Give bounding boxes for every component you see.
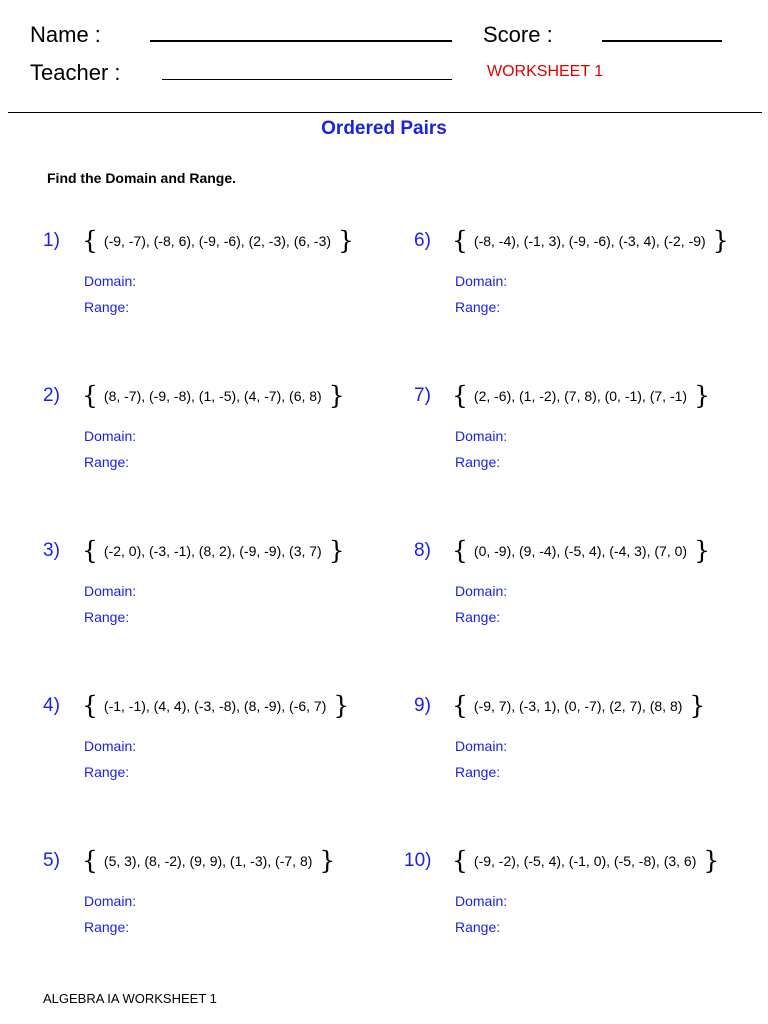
worksheet-tag: WORKSHEET 1 xyxy=(487,63,604,80)
problem-7 xyxy=(404,381,764,495)
ordered-pair-set xyxy=(452,846,719,876)
range-label: Range: xyxy=(455,609,501,625)
name-blank-line[interactable] xyxy=(150,40,452,42)
problem-6 xyxy=(404,226,764,340)
close-brace: } xyxy=(703,846,720,875)
problem-9 xyxy=(404,691,764,805)
problem-2 xyxy=(43,381,403,495)
domain-label: Domain: xyxy=(84,273,137,289)
open-brace: { xyxy=(452,691,468,720)
domain-label: Domain: xyxy=(84,738,137,754)
close-brace: } xyxy=(689,691,706,720)
page-footer: ALGEBRA IA WORKSHEET 1 xyxy=(43,991,217,1006)
close-brace: } xyxy=(712,226,729,255)
score-blank-line[interactable] xyxy=(602,40,722,42)
score-label: Score : xyxy=(483,22,553,47)
problem-number: 1) xyxy=(43,230,60,251)
ordered-pairs: (2, -6), (1, -2), (7, 8), (0, -1), (7, -1) xyxy=(473,388,688,404)
domain-label: Domain: xyxy=(84,893,137,909)
open-brace: { xyxy=(82,226,98,255)
domain-label: Domain: xyxy=(455,273,508,289)
open-brace: { xyxy=(452,381,468,410)
domain-label: Domain: xyxy=(84,428,137,444)
open-brace: { xyxy=(82,691,98,720)
open-brace: { xyxy=(82,381,98,410)
open-brace: { xyxy=(82,846,98,875)
domain-label: Domain: xyxy=(455,893,508,909)
close-brace: } xyxy=(338,226,354,255)
domain-label: Domain: xyxy=(455,428,508,444)
problem-number: 2) xyxy=(43,385,60,406)
ordered-pairs: (-8, -4), (-1, 3), (-9, -6), (-3, 4), (-2, -9) xyxy=(473,233,706,249)
ordered-pairs: (-9, -7), (-8, 6), (-9, -6), (2, -3), (6, -3) xyxy=(103,233,332,249)
range-label: Range: xyxy=(455,919,501,935)
open-brace: { xyxy=(452,536,468,565)
range-label: Range: xyxy=(84,764,130,780)
close-brace: } xyxy=(319,846,336,875)
close-brace: } xyxy=(328,381,345,410)
ordered-pairs: (8, -7), (-9, -8), (1, -5), (4, -7), (6, 8) xyxy=(103,388,322,404)
problem-number: 8) xyxy=(414,540,431,561)
ordered-pair-set xyxy=(452,226,729,256)
close-brace: } xyxy=(694,536,710,565)
range-label: Range: xyxy=(84,299,130,315)
range-label: Range: xyxy=(84,454,130,470)
ordered-pair-set xyxy=(82,536,345,566)
range-label: Range: xyxy=(84,609,130,625)
domain-label: Domain: xyxy=(84,583,137,599)
problem-number: 9) xyxy=(414,695,431,716)
ordered-pairs: (0, -9), (9, -4), (-5, 4), (-4, 3), (7, 0) xyxy=(473,543,688,559)
close-brace: } xyxy=(328,536,345,565)
ordered-pairs: (5, 3), (8, -2), (9, 9), (1, -3), (-7, 8) xyxy=(103,853,313,869)
ordered-pairs: (-9, -2), (-5, 4), (-1, 0), (-5, -8), (3, 6) xyxy=(473,853,697,869)
problem-number: 6) xyxy=(414,230,431,251)
ordered-pair-set xyxy=(82,846,335,876)
ordered-pairs: (-9, 7), (-3, 1), (0, -7), (2, 7), (8, 8) xyxy=(473,698,683,714)
range-label: Range: xyxy=(455,299,501,315)
ordered-pair-set xyxy=(452,536,710,566)
problem-number: 7) xyxy=(414,385,431,406)
problem-number: 5) xyxy=(43,850,60,871)
domain-label: Domain: xyxy=(455,738,508,754)
page-title: Ordered Pairs xyxy=(321,118,447,139)
ordered-pair-set xyxy=(452,381,710,411)
ordered-pair-set xyxy=(82,381,345,411)
ordered-pairs: (-2, 0), (-3, -1), (8, 2), (-9, -9), (3, 7) xyxy=(103,543,322,559)
ordered-pair-set xyxy=(82,226,354,256)
problem-8 xyxy=(404,536,764,650)
problem-5 xyxy=(43,846,403,960)
header-divider xyxy=(8,112,762,113)
teacher-blank-line[interactable] xyxy=(162,79,452,80)
problem-number: 4) xyxy=(43,695,60,716)
problem-10 xyxy=(404,846,764,960)
problem-number: 3) xyxy=(43,540,60,561)
problem-1 xyxy=(43,226,403,340)
close-brace: } xyxy=(333,691,350,720)
open-brace: { xyxy=(82,536,98,565)
close-brace: } xyxy=(694,381,710,410)
range-label: Range: xyxy=(84,919,130,935)
range-label: Range: xyxy=(455,454,501,470)
instructions: Find the Domain and Range. xyxy=(47,170,237,186)
name-label: Name : xyxy=(30,22,101,47)
ordered-pair-set xyxy=(82,691,349,721)
teacher-label: Teacher : xyxy=(30,60,121,85)
open-brace: { xyxy=(452,226,468,255)
domain-label: Domain: xyxy=(455,583,508,599)
problem-3 xyxy=(43,536,403,650)
ordered-pairs: (-1, -1), (4, 4), (-3, -8), (8, -9), (-6, 7) xyxy=(103,698,327,714)
open-brace: { xyxy=(452,846,468,875)
problem-4 xyxy=(43,691,403,805)
ordered-pair-set xyxy=(452,691,705,721)
problem-number: 10) xyxy=(404,850,432,871)
range-label: Range: xyxy=(455,764,501,780)
